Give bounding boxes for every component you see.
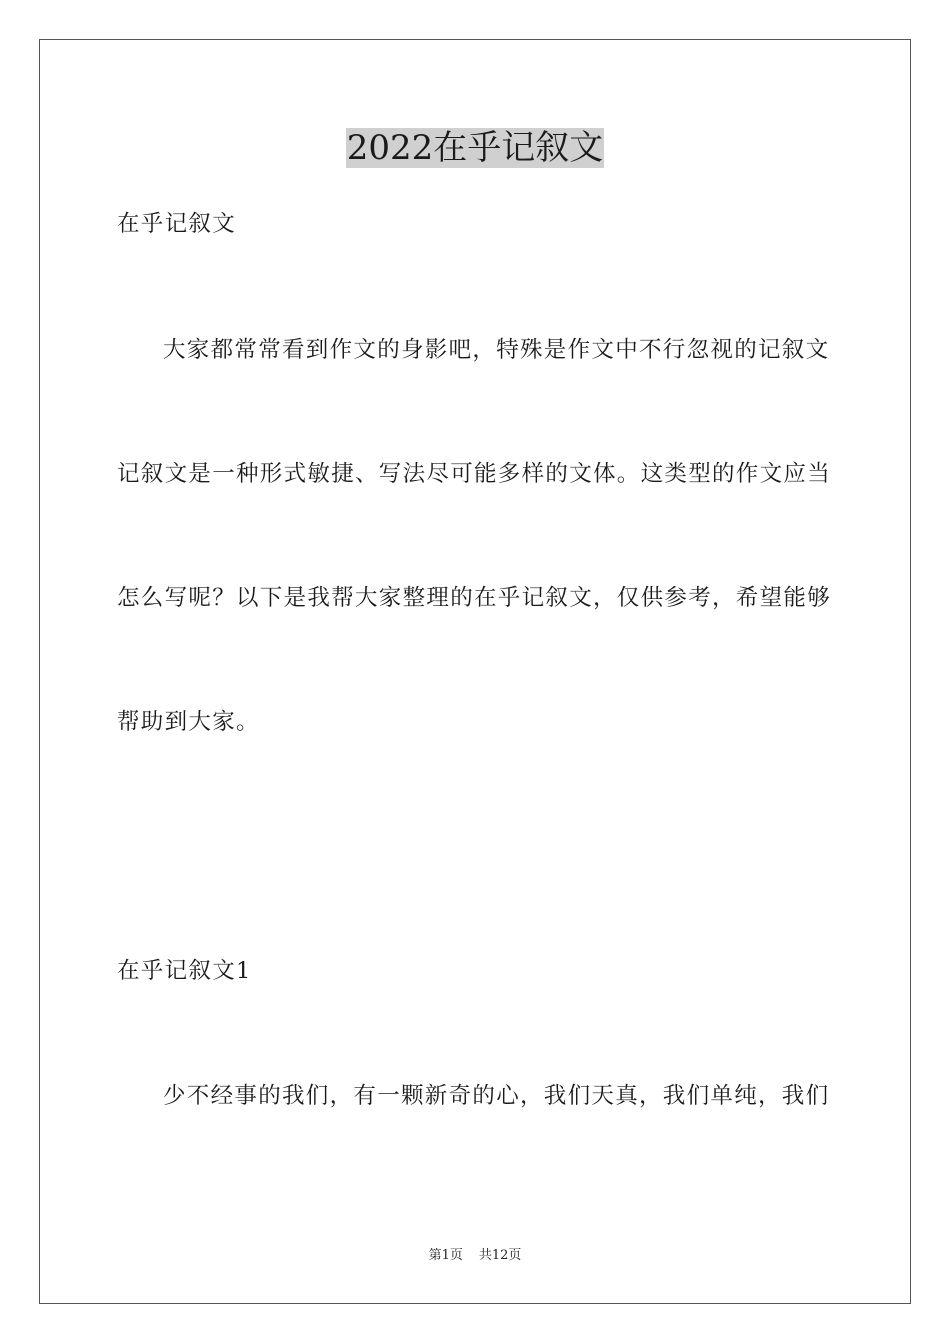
document-subtitle: 在乎记叙文 xyxy=(117,211,237,237)
intro-line-2: 记叙文是一种形式敏捷、写法尽可能多样的文体。这类型的作文应当 xyxy=(117,461,832,487)
section-paragraph-line: 少不经事的我们，有一颗新奇的心，我们天真，我们单纯，我们 xyxy=(163,1083,830,1109)
page-footer xyxy=(0,1247,950,1265)
intro-line-1: 大家都常常看到作文的身影吧，特殊是作文中不行忽视的记叙文 xyxy=(163,337,830,363)
intro-line-3: 怎么写呢？以下是我帮大家整理的在乎记叙文，仅供参考，希望能够 xyxy=(117,585,832,611)
page-total: 共12页 xyxy=(478,1248,522,1263)
intro-line-4: 帮助到大家。 xyxy=(117,709,260,735)
document-title-text: 2022在乎记叙文 xyxy=(346,128,604,168)
section-heading: 在乎记叙文1 xyxy=(117,958,252,984)
page-number: 第1页 xyxy=(428,1248,463,1263)
document-title xyxy=(0,126,950,170)
